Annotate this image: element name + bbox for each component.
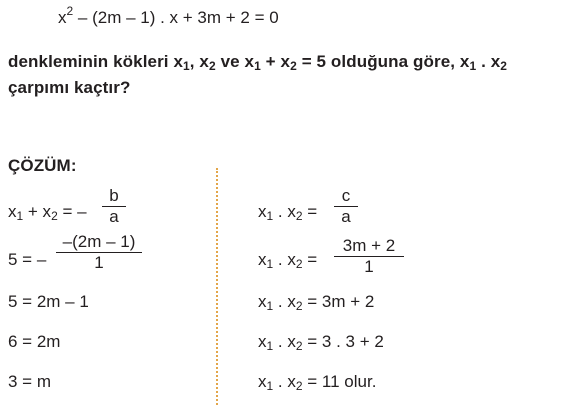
numerator: 3m + 2 bbox=[342, 236, 396, 255]
right-step-3: $x_1$ . $x_2 = 3m + 2$ bbox=[258, 292, 375, 313]
left-step-3: 5 = 2m – 1 bbox=[8, 292, 89, 311]
right-step-2-fraction bbox=[334, 236, 404, 277]
right-step-4: $x_1$ . $x_2 = 3$ . 3 + 2 bbox=[258, 332, 384, 353]
numerator: –(2m – 1) bbox=[62, 232, 136, 251]
problem-text-line2: çarpımı kaçtır? bbox=[8, 78, 131, 97]
left-step-2: 5 = – bbox=[8, 250, 47, 269]
problem-text-line1: denkleminin kökleri $x_1$, $x_2$ ve $x_1 + x_2 = 5$ olduğuna göre, $x_1$ . $x_2$ bbox=[8, 52, 508, 73]
denominator: a bbox=[109, 207, 119, 226]
numerator: b bbox=[109, 186, 119, 205]
column-divider bbox=[216, 168, 218, 405]
solution-title: ÇÖZÜM: bbox=[8, 156, 77, 175]
denominator: 1 bbox=[364, 257, 374, 276]
left-step-1: $x_1 + x_2$ = – bbox=[8, 202, 87, 223]
problem-equation: $x^2 - (2m - 1)$ . x + 3m + 2 = 0 bbox=[58, 4, 279, 27]
right-step-5: $x_1$ . $x_2 = 11$ olur. bbox=[258, 372, 377, 393]
denominator: a bbox=[341, 207, 351, 226]
left-step-5: 3 = m bbox=[8, 372, 51, 391]
left-step-2-fraction bbox=[56, 232, 142, 273]
right-step-2: $x_1$ . $x_2$ = bbox=[258, 250, 318, 271]
denominator: 1 bbox=[94, 253, 104, 272]
numerator: c bbox=[341, 186, 351, 205]
left-step-1-fraction bbox=[102, 186, 126, 227]
left-step-4: 6 = 2m bbox=[8, 332, 61, 351]
right-step-1: $x_1$ . $x_2$ = bbox=[258, 202, 318, 223]
right-step-1-fraction bbox=[334, 186, 358, 227]
